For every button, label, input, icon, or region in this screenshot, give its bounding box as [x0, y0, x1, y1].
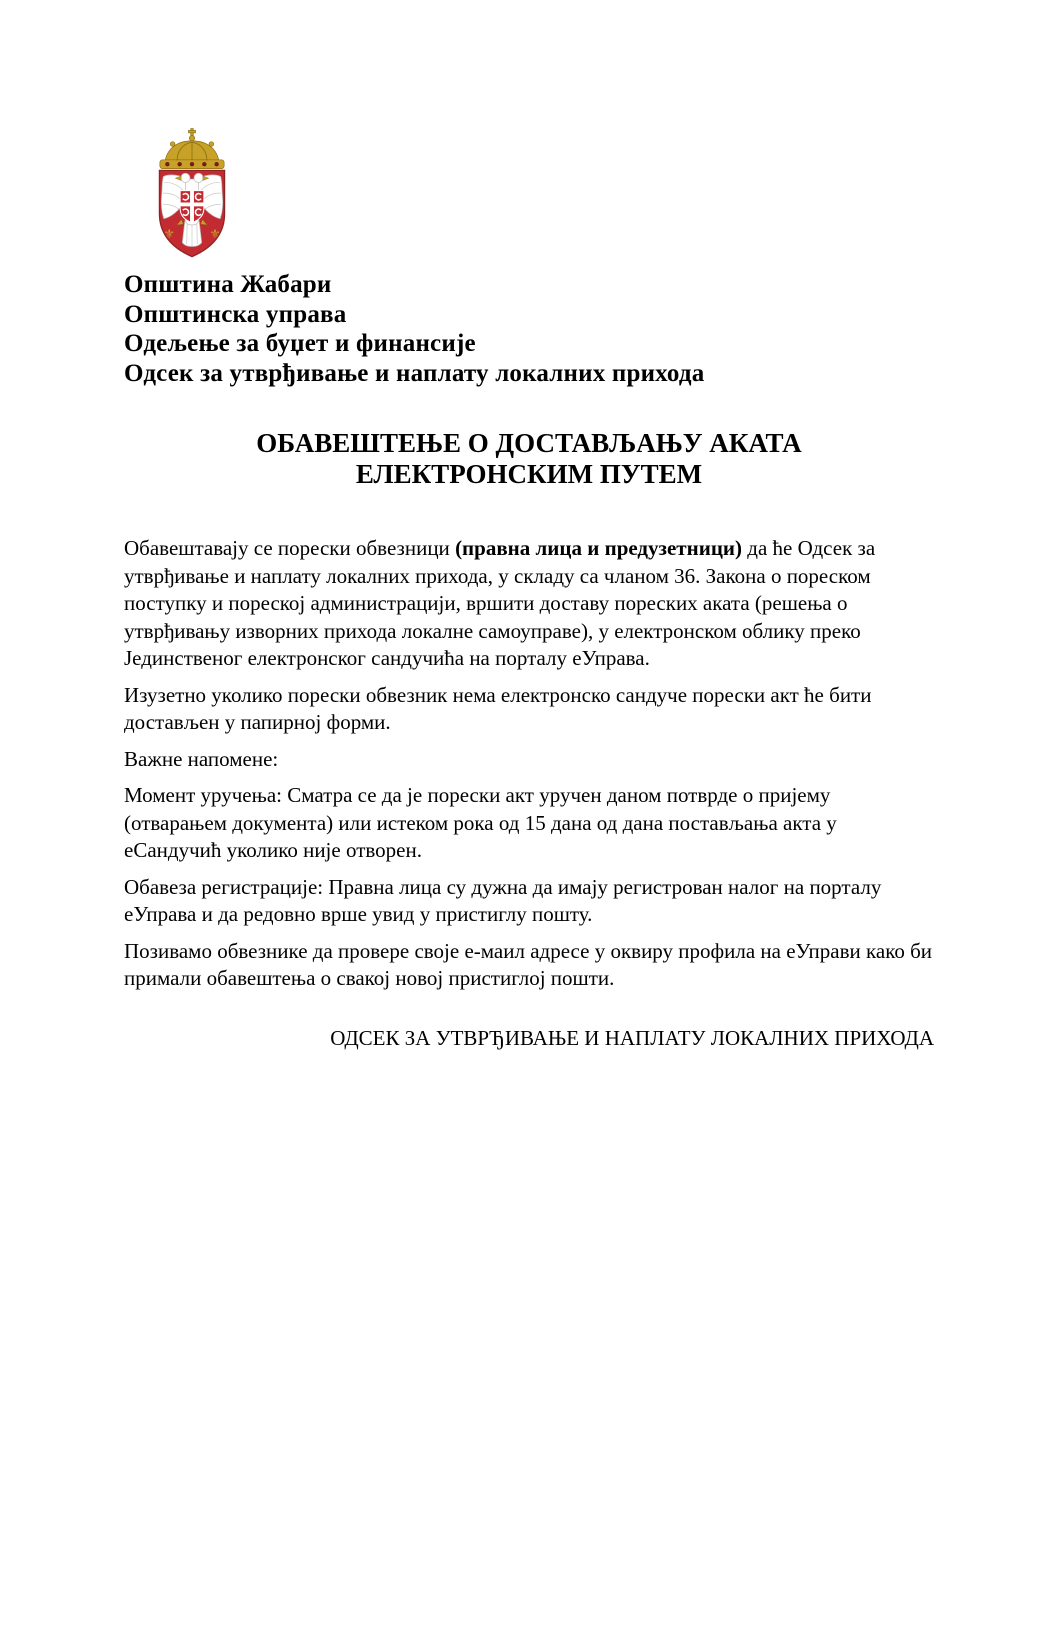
signature-line: ОДСЕК ЗА УТВРЂИВАЊЕ И НАПЛАТУ ЛОКАЛНИХ ПРИХОДА	[330, 1025, 934, 1050]
letterhead-line-municipality: Општина Жабари	[124, 271, 332, 298]
paragraph-delivery-moment: Момент уручења: Сматра се да је порески акт уручен даном потврде о пријему (отварањем документа) или истеком рока од 15 дана од дана постављања акта у еСандучић уколико није отворен.	[124, 783, 837, 862]
letterhead-line-section: Одсек за утврђивање и наплату локалних прихода	[124, 359, 705, 387]
letterhead-line-administration: Општинска управа	[124, 300, 347, 328]
document-page	[0, 128, 1058, 1625]
paragraph-email-check: Позивамо обвезнике да провере своје е-маил адресе у оквиру профила на еУправи како би примали обавештења о свакој новој пристиглој пошти.	[124, 938, 933, 990]
letterhead	[124, 270, 934, 388]
serbia-coat-of-arms-icon	[148, 128, 236, 262]
intro-text-bold: (правна лица и предузетници)	[455, 536, 743, 560]
paragraph-registration-obligation: Обавеза регистрације: Правна лица су дужна да имају регистрован налог на порталу еУправа и да редовно врше увид у пристиглу пошту.	[124, 874, 882, 926]
letterhead-line-department: Одељење за буџет и финансије	[124, 330, 476, 357]
paragraph-paper-form: Изузетно уколико порески обвезник нема електронско сандуче порески акт ће бити достављен у папирној форми.	[124, 682, 872, 734]
intro-text-post: да ће Одсек за утврђивање и наплату локалних прихода, у складу са чланом 36. Закона о пореском поступку и пореској администрацији, вршити доставу пореских аката (решења о утврђивању изворних прихода локалне самоуправе), у електронском облику преко Јединственог електронског сандучића на порталу еУправа.	[124, 536, 876, 670]
svg-text:⚜: ⚜	[209, 227, 221, 242]
document-title: ОБАВЕШТЕЊЕ О ДОСТАВЉАЊУ АКАТА ЕЛЕКТРОНСКИМ ПУТЕМ	[256, 428, 802, 489]
intro-text-pre: Обавештавају се порески обвезници	[124, 536, 456, 560]
svg-text:⚜: ⚜	[163, 227, 175, 242]
document-body	[124, 535, 934, 993]
intro-paragraph	[124, 535, 934, 673]
paragraph-important-notes: Важне напомене:	[124, 746, 279, 771]
